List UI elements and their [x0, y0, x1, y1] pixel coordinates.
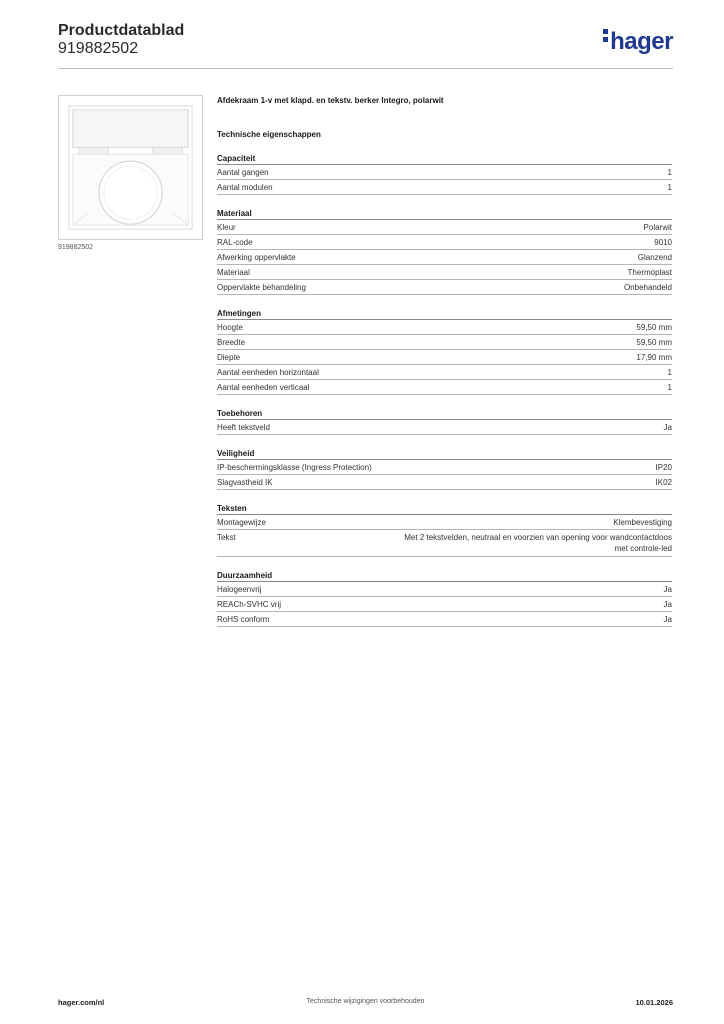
spec-value: Glanzend	[637, 253, 672, 262]
spec-value: Met 2 tekstvelden, neutraal en voorzien van opening voor wandcontactdoos met controle-led	[404, 533, 672, 553]
spec-section	[217, 153, 672, 195]
spec-row	[217, 380, 672, 395]
spec-label: REACh-SVHC vrij	[217, 600, 282, 609]
document-number: 919882502	[58, 40, 139, 57]
spec-section	[217, 503, 672, 557]
spec-row	[217, 220, 672, 235]
section-title: Capaciteit	[217, 153, 672, 165]
spec-label: Afwerking oppervlakte	[217, 253, 296, 262]
header-divider	[58, 68, 673, 69]
spec-value: 1	[667, 168, 672, 177]
spec-section	[217, 570, 672, 627]
spec-row	[217, 320, 672, 335]
spec-sections	[217, 153, 672, 627]
spec-value: 59,50 mm	[636, 323, 672, 332]
spec-row	[217, 475, 672, 490]
spec-value: Ja	[663, 600, 672, 609]
product-title: Afdekraam 1-v met klapd. en tekstv. berker Integro, polarwit	[217, 96, 444, 105]
spec-section	[217, 208, 672, 295]
spec-value: IK02	[655, 478, 672, 487]
section-title: Materiaal	[217, 208, 672, 220]
section-title: Duurzaamheid	[217, 570, 672, 582]
footer-date: 10.01.2026	[635, 998, 673, 1007]
spec-row	[217, 265, 672, 280]
spec-value: Ja	[663, 423, 672, 432]
spec-row	[217, 350, 672, 365]
section-title: Veiligheid	[217, 448, 672, 460]
spec-row	[217, 165, 672, 180]
page-header	[58, 22, 673, 68]
spec-value: IP20	[655, 463, 672, 472]
page-footer	[58, 998, 673, 1010]
spec-value: Klembevestiging	[613, 518, 672, 527]
spec-label: Hoogte	[217, 323, 243, 332]
spec-row	[217, 335, 672, 350]
spec-row	[217, 582, 672, 597]
spec-label: IP-beschermingsklasse (Ingress Protection)	[217, 463, 372, 472]
spec-row	[217, 530, 672, 557]
section-title: Afmetingen	[217, 308, 672, 320]
section-title: Teksten	[217, 503, 672, 515]
footer-disclaimer: Technische wijzigingen voorbehouden	[306, 998, 425, 1005]
spec-label: Montagewijze	[217, 518, 266, 527]
spec-row	[217, 250, 672, 265]
spec-row	[217, 235, 672, 250]
hager-logo	[603, 28, 673, 56]
tech-heading: Technische eigenschappen	[217, 130, 321, 139]
spec-value: Polarwit	[643, 223, 672, 232]
spec-value: Ja	[663, 615, 672, 624]
spec-label: Tekst	[217, 533, 236, 542]
spec-value: Thermoplast	[627, 268, 672, 277]
spec-label: Aantal modulen	[217, 183, 273, 192]
product-image-caption: 919882502	[58, 244, 94, 251]
spec-value: 59,50 mm	[636, 338, 672, 347]
spec-value: 17,90 mm	[636, 353, 672, 362]
spec-label: RAL-code	[217, 238, 253, 247]
document-title: Productdatablad	[58, 22, 185, 39]
product-frame-icon	[59, 96, 202, 239]
spec-label: Breedte	[217, 338, 246, 347]
spec-row	[217, 280, 672, 295]
logo-dots-icon	[603, 29, 608, 45]
spec-row	[217, 365, 672, 380]
spec-label: Slagvastheid IK	[217, 478, 273, 487]
logo-text: hager	[610, 28, 673, 55]
spec-row	[217, 460, 672, 475]
section-title: Toebehoren	[217, 408, 672, 420]
spec-label: Oppervlakte behandeling	[217, 283, 306, 292]
footer-website: hager.com/nl	[58, 998, 105, 1007]
spec-value: 1	[667, 183, 672, 192]
spec-label: RoHS conform	[217, 615, 270, 624]
spec-section	[217, 408, 672, 435]
spec-section	[217, 448, 672, 490]
spec-value: 1	[667, 383, 672, 392]
spec-row	[217, 180, 672, 195]
spec-label: Aantal eenheden horizontaal	[217, 368, 319, 377]
spec-label: Materiaal	[217, 268, 250, 277]
spec-value: 1	[667, 368, 672, 377]
spec-row	[217, 597, 672, 612]
spec-value: Ja	[663, 585, 672, 594]
spec-value: Onbehandeld	[623, 283, 672, 292]
spec-value: 9010	[654, 238, 672, 247]
spec-row	[217, 515, 672, 530]
spec-row	[217, 612, 672, 627]
spec-label: Aantal eenheden verticaal	[217, 383, 310, 392]
spec-section	[217, 308, 672, 395]
spec-label: Diepte	[217, 353, 241, 362]
spec-row	[217, 420, 672, 435]
spec-label: Heeft tekstveld	[217, 423, 270, 432]
spec-content	[217, 95, 672, 627]
spec-label: Aantal gangen	[217, 168, 269, 177]
product-image	[58, 95, 203, 240]
spec-label: Halogeenvrij	[217, 585, 262, 594]
spec-label: Kleur	[217, 223, 236, 232]
